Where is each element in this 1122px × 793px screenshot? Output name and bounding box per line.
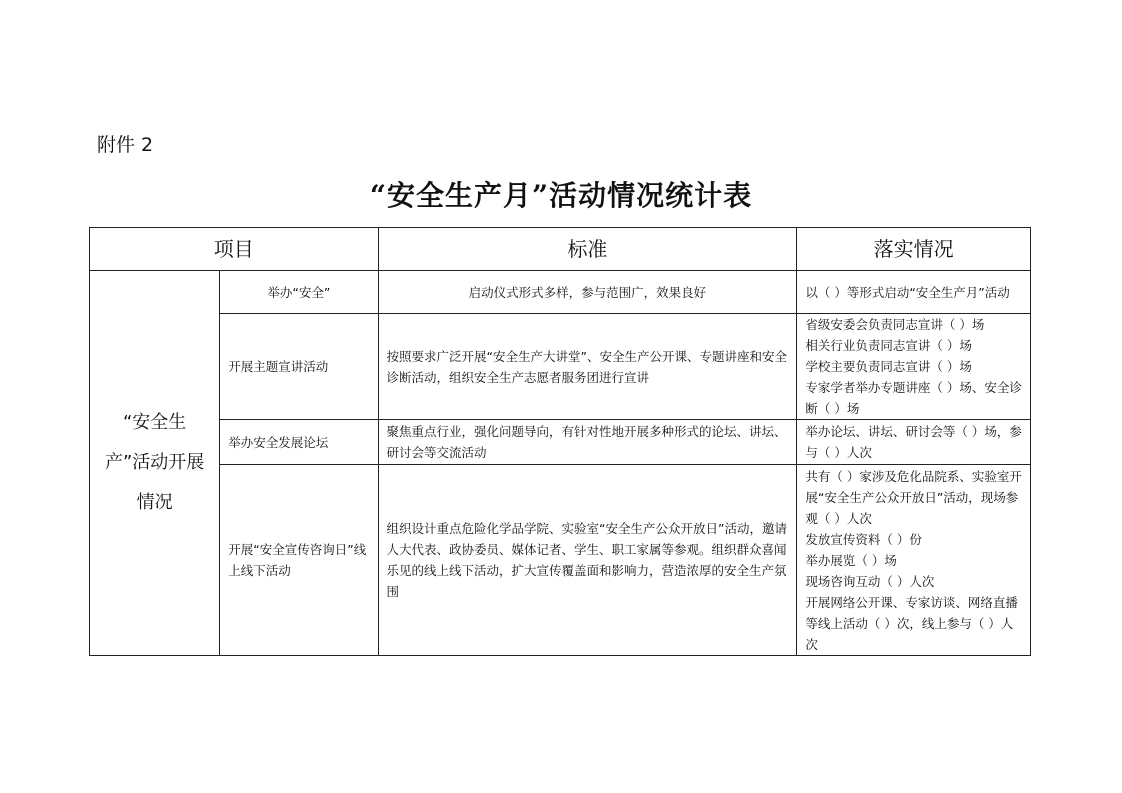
implementation-line: 相关行业负责同志宣讲（ ）场: [805, 338, 972, 353]
implementation-cell: [797, 465, 1031, 656]
implementation-line: 举办展览（ ）场: [805, 552, 897, 568]
header-standard: 标准: [378, 228, 797, 271]
item-cell: 开展主题宣讲活动: [220, 314, 378, 420]
implementation-line: 共有（ ）家涉及危化品院系、实验室开展“安全生产公众开放日”活动，现场参观（ ）人次: [805, 468, 1022, 526]
table-header-row: [90, 228, 1031, 271]
table-row: [90, 420, 1031, 465]
standard-cell: 按照要求广泛开展“安全生产大讲堂”、安全生产公开课、专题讲座和安全诊断活动，组织安全生产志愿者服务团进行宣讲: [378, 314, 797, 420]
implementation-cell: [797, 420, 1031, 465]
page-title: “安全生产月”活动情况统计表: [369, 179, 753, 212]
item-cell: 举办安全发展论坛: [220, 420, 378, 465]
item-cell: 开展“安全宣传咨询日”线上线下活动: [220, 465, 378, 656]
statistics-table: [89, 227, 1031, 656]
implementation-line: 专家学者举办专题讲座（ ）场、安全诊断（ ）场: [805, 380, 1022, 416]
category-cell: “安全生产”活动开展情况: [90, 271, 220, 656]
standard-cell: 聚焦重点行业，强化问题导向，有针对性地开展多种形式的论坛、讲坛、研讨会等交流活动: [378, 420, 797, 465]
table-row: [90, 465, 1031, 656]
implementation-line: 学校主要负责同志宣讲（ ）场: [805, 359, 972, 374]
implementation-line: 举办论坛、讲坛、研讨会等（ ）场，参与（ ）人次: [805, 424, 1022, 460]
implementation-line: 开展网络公开课、专家访谈、网络直播等线上活动（ ）次，线上参与（ ）人次: [805, 594, 1018, 652]
table-row: [90, 271, 1031, 314]
attachment-label: 附件 2: [97, 134, 154, 156]
implementation-line: 现场咨询互动（ ）人次: [805, 573, 935, 589]
implementation-cell: [797, 271, 1031, 314]
implementation-line: 以（ ）等形式启动“安全生产月”活动: [805, 284, 1010, 300]
implementation-line: 发放宣传资料（ ）份: [805, 531, 922, 547]
implementation-line: 省级安委会负责同志宣讲（ ）场: [805, 317, 985, 332]
standard-cell: 启动仪式形式多样，参与范围广，效果良好: [378, 271, 797, 314]
header-item: 项目: [90, 228, 379, 271]
table-row: [90, 314, 1031, 420]
implementation-cell: [797, 314, 1031, 420]
item-cell: 举办“安全”: [220, 271, 378, 314]
header-implementation: 落实情况: [797, 228, 1031, 271]
standard-cell: 组织设计重点危险化学品学院、实验室“安全生产公众开放日”活动，邀请人大代表、政协委员、媒体记者、学生、职工家属等参观。组织群众喜闻乐见的线上线下活动，扩大宣传覆盖面和影响力，营造浓厚的安全生产氛围: [378, 465, 797, 656]
